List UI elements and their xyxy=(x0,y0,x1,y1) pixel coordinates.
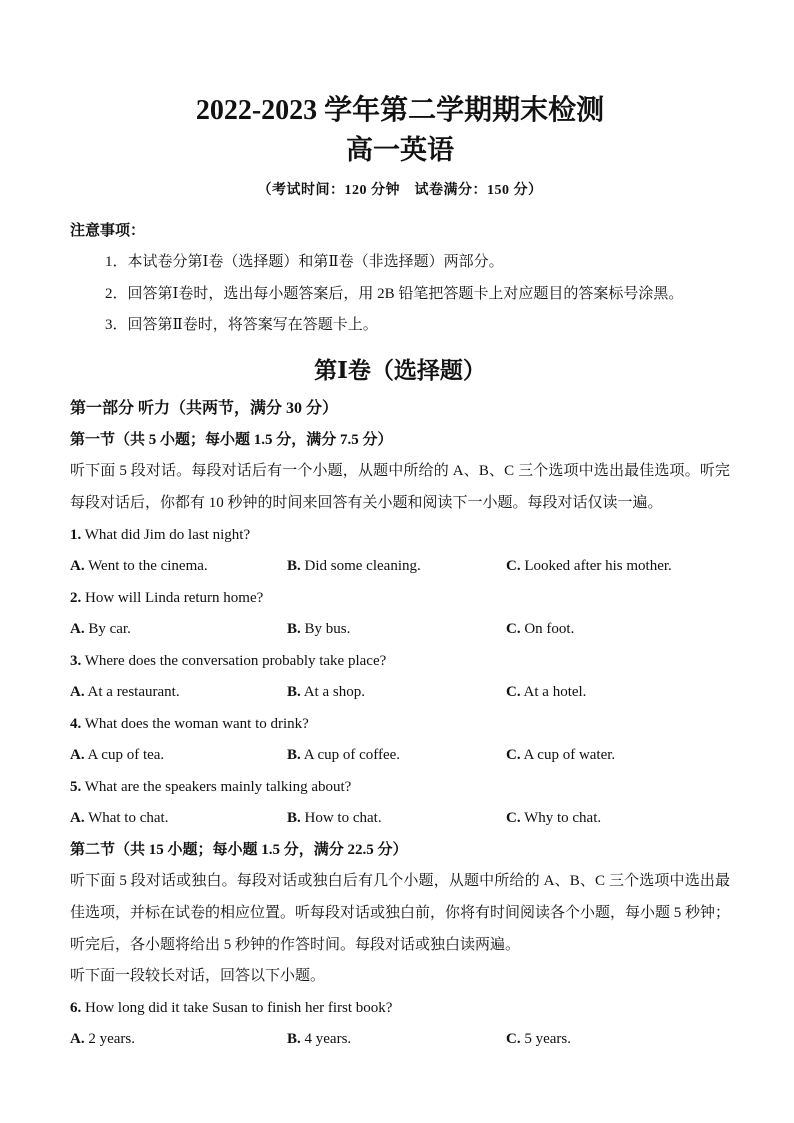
notice-item: 2．回答第Ⅰ卷时，选出每小题答案后，用 2B 铅笔把答题卡上对应题目的答案标号涂黑。 xyxy=(105,285,684,302)
question-stem: What are the speakers mainly talking about? xyxy=(84,778,352,795)
option-text: Looked after his mother. xyxy=(524,558,672,575)
option-a xyxy=(70,677,287,709)
options-row xyxy=(70,551,730,583)
option-label: C. xyxy=(506,684,521,701)
option-label: C. xyxy=(506,810,521,827)
notice-item: 3．回答第Ⅱ卷时，将答案写在答题卡上。 xyxy=(105,317,378,333)
question-block xyxy=(70,772,730,835)
question-number: 2. xyxy=(70,589,82,606)
options-row xyxy=(70,803,730,835)
question-stem: How long did it take Susan to finish her first book? xyxy=(85,999,393,1016)
option-text: At a shop. xyxy=(303,684,365,701)
question-block xyxy=(70,709,730,772)
options-row xyxy=(70,1024,730,1056)
option-label: A. xyxy=(70,558,85,575)
options-row xyxy=(70,677,730,709)
option-label: C. xyxy=(506,558,521,575)
option-text: 4 years. xyxy=(304,1031,352,1048)
question-stem: Where does the conversation probably take place? xyxy=(84,652,387,669)
option-c xyxy=(506,551,730,583)
dialogue-prompt: 听下面一段较长对话，回答以下小题。 xyxy=(70,968,326,985)
part1-heading: 第一部分 听力（共两节，满分 30 分） xyxy=(70,399,339,417)
question-stem: What does the woman want to drink? xyxy=(84,715,309,732)
option-label: B. xyxy=(287,747,301,764)
option-a xyxy=(70,551,287,583)
question-text xyxy=(70,993,730,1025)
option-a xyxy=(70,803,287,835)
option-b xyxy=(287,614,506,646)
question-number: 4. xyxy=(70,715,82,732)
question-number: 3. xyxy=(70,652,82,669)
option-label: B. xyxy=(287,1031,301,1048)
option-text: At a hotel. xyxy=(523,684,587,701)
option-c xyxy=(506,740,730,772)
question-text xyxy=(70,709,730,741)
option-label: C. xyxy=(506,621,521,638)
notice-item: 1．本试卷分第Ⅰ卷（选择题）和第Ⅱ卷（非选择题）两部分。 xyxy=(105,254,504,270)
section2-heading: 第二节（共 15 小题；每小题 1.5 分，满分 22.5 分） xyxy=(70,841,408,858)
notice-heading: 注意事项： xyxy=(70,223,146,239)
exam-info-line: （考试时间：120 分钟 试卷满分：150 分） xyxy=(257,183,543,198)
question-text xyxy=(70,583,730,615)
question-block xyxy=(70,993,730,1056)
option-label: A. xyxy=(70,684,85,701)
option-b xyxy=(287,677,506,709)
question-text xyxy=(70,646,730,678)
section1-instructions: 听下面 5 段对话。每段对话后有一个小题，从题中所给的 A、B、C 三个选项中选出最佳选项。听完每段对话后，你都有 10 秒钟的时间来回答有关小题和阅读下一小题。每段对话仅读一遍。 xyxy=(70,463,730,511)
question-number: 1. xyxy=(70,526,82,543)
question-block xyxy=(70,646,730,709)
question-block xyxy=(70,520,730,583)
option-label: B. xyxy=(287,558,301,575)
option-c xyxy=(506,677,730,709)
option-c xyxy=(506,614,730,646)
option-text: How to chat. xyxy=(304,810,382,827)
option-label: B. xyxy=(287,621,301,638)
options-row xyxy=(70,740,730,772)
option-text: 5 years. xyxy=(524,1031,571,1048)
question-text xyxy=(70,520,730,552)
option-text: At a restaurant. xyxy=(87,684,180,701)
section1-heading: 第一节（共 5 小题；每小题 1.5 分，满分 7.5 分） xyxy=(70,431,393,448)
option-b xyxy=(287,803,506,835)
question-stem: What did Jim do last night? xyxy=(84,526,251,543)
option-a xyxy=(70,614,287,646)
option-label: C. xyxy=(506,747,521,764)
option-text: A cup of water. xyxy=(523,747,616,764)
question-stem: How will Linda return home? xyxy=(85,589,264,606)
options-row xyxy=(70,614,730,646)
question-number: 5. xyxy=(70,778,82,795)
section2-instructions: 听下面 5 段对话或独白。每段对话或独白后有几个小题，从题中所给的 A、B、C 三个选项中选出最佳选项，并标在试卷的相应位置。听每段对话或独白前，你将有时间阅读各个小题，每小题 5 秒钟；听完后，各小题将给出 5 秒钟的作答时间。每段对话或独白读两遍。 xyxy=(70,873,731,953)
option-b xyxy=(287,551,506,583)
option-b xyxy=(287,1024,506,1056)
option-label: A. xyxy=(70,621,85,638)
option-b xyxy=(287,740,506,772)
option-label: C. xyxy=(506,1031,521,1048)
option-text: Went to the cinema. xyxy=(88,558,208,575)
option-a xyxy=(70,1024,287,1056)
option-text: Did some cleaning. xyxy=(304,558,421,575)
volume-title: 第Ⅰ卷（选择题） xyxy=(314,357,486,383)
option-label: B. xyxy=(287,684,301,701)
option-label: A. xyxy=(70,747,85,764)
option-a xyxy=(70,740,287,772)
option-text: A cup of coffee. xyxy=(303,747,401,764)
option-text: 2 years. xyxy=(88,1031,135,1048)
question-block xyxy=(70,583,730,646)
question-text xyxy=(70,772,730,804)
option-text: On foot. xyxy=(524,621,575,638)
exam-subtitle: 高一英语 xyxy=(346,135,454,165)
option-text: By bus. xyxy=(304,621,351,638)
question-number: 6. xyxy=(70,999,82,1016)
option-label: A. xyxy=(70,810,85,827)
option-text: What to chat. xyxy=(88,810,169,827)
option-text: Why to chat. xyxy=(524,810,602,827)
exam-title: 2022-2023 学年第二学期期末检测 xyxy=(195,95,605,126)
option-label: A. xyxy=(70,1031,85,1048)
option-text: By car. xyxy=(88,621,131,638)
option-text: A cup of tea. xyxy=(87,747,165,764)
option-c xyxy=(506,803,730,835)
option-c xyxy=(506,1024,730,1056)
option-label: B. xyxy=(287,810,301,827)
